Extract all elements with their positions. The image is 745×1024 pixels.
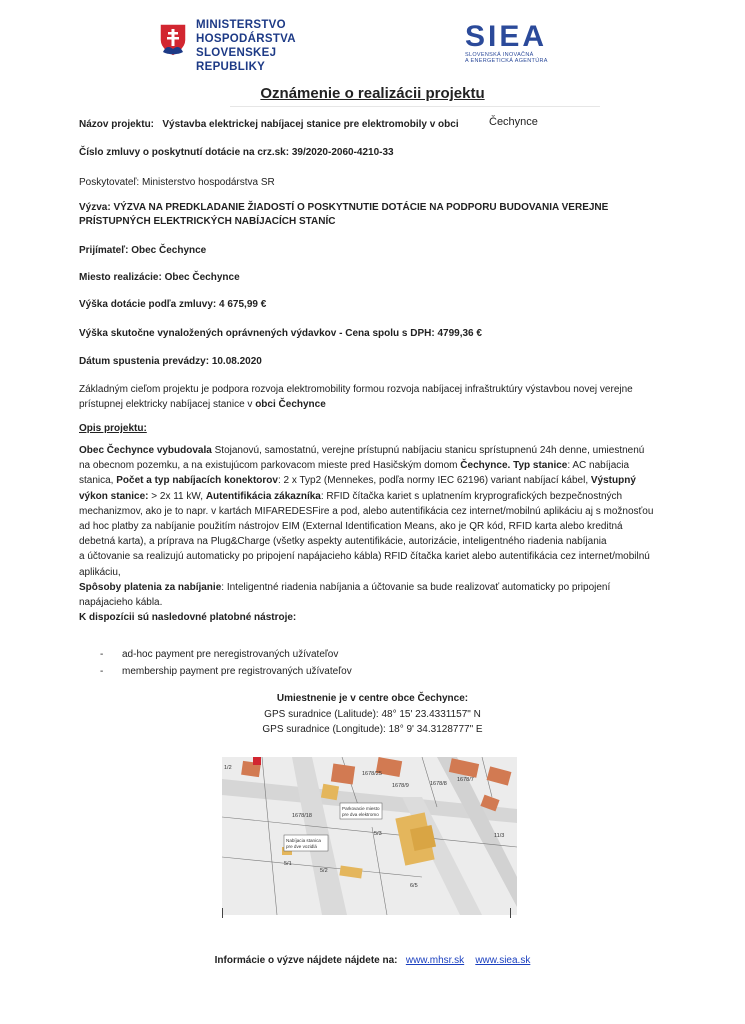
intro-line-2-text: prístupnej elektricky nabíjacej stanice v (79, 399, 256, 411)
desc-line-2-bold-2: Typ stanice (510, 460, 568, 472)
contract-row (79, 145, 394, 160)
desc-line-2-bold-1: Čechynce. (460, 460, 511, 472)
desc-line-4 (79, 489, 659, 504)
mhsr-link[interactable]: www.mhsr.sk (405, 955, 465, 966)
desc-line-4-post: : RFID čítačka kariet s uplatnením kryprografických bezpečnostných (320, 490, 623, 502)
payment-methods-label: Spôsoby platenia za nabíjanie (79, 581, 222, 593)
desc-line-4-bold-2: Autentifikácia zákazníka (205, 490, 321, 502)
map-corner-mark-left (222, 908, 223, 918)
ministry-line-3: SLOVENSKEJ REPUBLIKY (196, 47, 277, 73)
contract-number: 39/2020-2060-4210-33 (291, 147, 394, 158)
intro-line-1: Základným cieľom projektu je podpora rozvoja elektromobility formou rozvoja nabíjacej infraštruktúry výstavbou novej verejne (79, 384, 633, 395)
list-item: - ad-hoc payment pre neregistrovaných užívateľov (100, 649, 339, 660)
ministry-logo (158, 18, 298, 73)
map-label: 5/3 (374, 831, 382, 837)
siea-sub-line-2: A ENERGETICKÁ AGENTÚRA (465, 58, 548, 64)
description-heading: Opis projektu: (79, 423, 147, 434)
cadastral-map (222, 757, 517, 915)
ministry-line-1: MINISTERSTVO (196, 19, 286, 31)
station-callout-line-1: Nabíjacia stanica (286, 838, 321, 843)
station-callout-line-2: pre dve vozidlá (286, 844, 317, 849)
siea-link[interactable]: www.siea.sk (475, 955, 531, 966)
desc-line-2-text: na obecnom pozemku, a na existujúcom parkovacom mieste pred Hasičským domom (79, 460, 461, 472)
map-label: 1678/9 (392, 783, 409, 789)
desc-line-4-bold-1: výkon stanice: (79, 490, 149, 502)
location-map (222, 757, 517, 915)
desc-line-3-bold-2: Výstupný (590, 475, 636, 487)
location-of-realization: Miesto realizácie: Obec Čechynce (79, 272, 240, 283)
document-title: Oznámenie o realizácii projektu (260, 85, 485, 102)
actual-expenses: Výška skutočne vynaložených oprávnených výdavkov - Cena spolu s DPH: 4799,36 € (79, 328, 482, 339)
grant-amount: Výška dotácie podľa zmluvy: 4 675,99 € (79, 299, 267, 310)
intro-paragraph (79, 382, 659, 412)
call-line-2: PRÍSTUPNÝCH ELEKTRICKÝCH NABÍJACÍCH STANÍC (79, 216, 336, 227)
map-label: 5/2 (320, 868, 328, 874)
desc-line-2 (79, 458, 659, 473)
map-label: 1678/7 (457, 777, 474, 783)
project-name-label: Názov projektu: (79, 119, 155, 130)
desc-line-1-bold: Obec Čechynce vybudovala (79, 445, 212, 456)
payment-tools-list (100, 646, 352, 680)
map-label: 6/5 (410, 883, 418, 889)
list-item-text: membership payment pre registrovaných užívateľov (122, 666, 352, 677)
payment-methods-line (79, 580, 659, 595)
project-name-row (79, 117, 459, 132)
parking-callout-line-2: pre dva elektromo (342, 812, 379, 817)
desc-line-7: debetná karta), a príprava na Plug&Charge (všetky aspekty autentifikácie, autorizácie, inteligentného riadenia nabíjania (79, 536, 607, 548)
recipient: Prijímateľ: Obec Čechynce (79, 245, 207, 256)
map-label: 1/2 (224, 765, 232, 771)
siea-wordmark: SIEA (465, 20, 548, 53)
desc-line-9: aplikáciu, (79, 566, 121, 578)
footer-text: Informácie o výzve nájdete nájdete na: (214, 955, 398, 966)
desc-line-2-post: : AC nabíjacia (567, 460, 630, 472)
desc-line-3 (79, 473, 659, 488)
siea-sub-line-1: SLOVENSKÁ INOVAČNÁ (465, 52, 534, 58)
payment-tools-heading: K dispozícii sú nasledovné platobné nástroje: (79, 612, 297, 624)
desc-line-3-mid: : 2 x Typ2 (Mennekes, podľa normy IEC 62196) variant nabíjací kábel, (277, 475, 591, 487)
intro-line-2-bold: obci Čechynce (255, 399, 326, 411)
slovak-coat-of-arms-icon (158, 22, 188, 58)
title-divider (230, 106, 600, 107)
gps-longitude: GPS suradnice (Longitude): 18° 9' 34.3128777" E (262, 724, 483, 735)
footer (0, 955, 745, 966)
map-label: 1678/8 (430, 781, 447, 787)
gps-latitude: GPS suradnice (Lalitude): 48° 15' 23.4331157" N (264, 708, 481, 720)
map-label: 11/3 (494, 833, 505, 839)
desc-line-1-text: Stojanovú, samostatnú, verejne prístupnú nabíjaciu stanicu sprístupnenú 24h denne, umiestnenú (211, 445, 645, 456)
map-label: 1678/25 (362, 771, 382, 777)
desc-line-6: ad hoc platby za nabíjanie použitím nástrojov EIM (External Identification Means, ako je QR kód, RFID karta alebo kreditná (79, 521, 623, 533)
launch-date: Dátum spustenia prevádzy: 10.08.2020 (79, 356, 262, 367)
intro-line-2 (79, 397, 659, 412)
contract-label: Číslo zmluvy o poskytnutí dotácie na crz.sk: (79, 147, 290, 158)
desc-line-4-mid: > 2x 11 kW, (148, 490, 206, 502)
payment-methods-line-2: napájacieho kábla. (79, 597, 163, 609)
siea-subtitle (465, 52, 575, 64)
desc-line-1 (79, 443, 659, 458)
location-block (0, 691, 745, 738)
siea-logo (465, 22, 575, 67)
project-name-value: Výstavba elektrickej nabíjacej stanice pre elektromobily v obci (162, 119, 459, 130)
desc-line-3-bold-1: Počet a typ nabíjacích konektorov (116, 475, 278, 487)
desc-line-3-pre: stanica, (79, 475, 117, 487)
parking-callout-line-1: Parkovacie miesto (342, 806, 380, 811)
map-label: 5/1 (284, 861, 292, 867)
map-label: 1678/18 (292, 813, 312, 819)
call-line-1: Výzva: VÝZVA NA PREDKLADANIE ŽIADOSTÍ O POSKYTNUTIE DOTÁCIE NA PODPORU BUDOVANIA VEREJNE (79, 202, 609, 213)
ministry-line-2: HOSPODÁRSTVA (196, 33, 296, 45)
map-corner-mark-right (510, 908, 511, 918)
description-paragraph (79, 443, 659, 625)
location-heading: Umiestnenie je v centre obce Čechynce: (276, 693, 469, 704)
desc-line-5: mechanizmov, ako je to napr. v kartách MIFAREDESFire a pod, alebo autentifikácia cez internet/mobilnú aplikáciu aj s možnosťou (79, 505, 654, 517)
desc-line-8: a účtovanie sa realizujú automaticky po pripojení napájacieho kábla) RFID čítačka kariet alebo autentifikácia cez internet/mobilnú (79, 551, 650, 563)
payment-methods-text: : Inteligentné riadenia nabíjania a účtovanie sa bude realizovať automaticky po pripojení (221, 581, 611, 593)
ministry-name (196, 18, 298, 74)
project-name-obec: Čechynce (489, 116, 538, 128)
provider: Poskytovateľ: Ministerstvo hospodárstva SR (79, 177, 275, 188)
list-item-text: ad-hoc payment pre neregistrovaných užívateľov (122, 649, 339, 660)
list-item: - membership payment pre registrovaných užívateľov (100, 666, 352, 677)
